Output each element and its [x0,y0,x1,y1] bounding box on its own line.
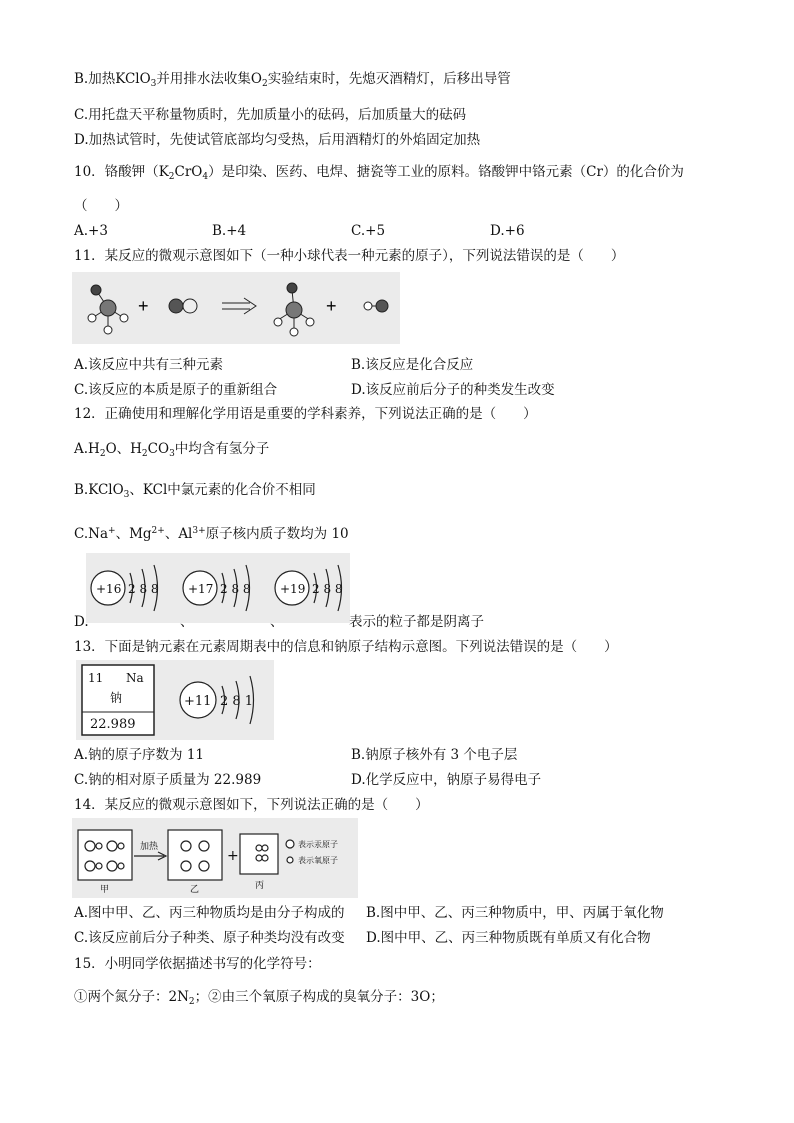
q12-option-d-sep-2: 、 [270,614,284,630]
q13-element-symbol: Na [126,671,144,685]
q12-option-b: B.KClO$_3$、KCl中氯元素的化合价不相同 [74,482,316,500]
q10-option-d: D.+6 [490,223,525,239]
q13-option-a: A.钠的原子序数为 11 [74,747,205,763]
q13-option-b: B.钠原子核外有 3 个电子层 [351,747,518,763]
q12-ion-diagrams [86,553,350,623]
q12-option-d-sep-1: 、 [180,614,194,630]
q10-stem: 10．铬酸钾$(K_2CrO_4)$是印染、医药、电焊、搪瓷等工业的原料。铬酸钾中铬元素（Cr）的化合价为 [74,164,684,182]
q14-stem: 14．某反应的微观示意图如下，下列说法正确的是（ ） [74,797,429,813]
q13-option-c: C.钠的相对原子质量为 22.989 [74,772,262,788]
q14-plus: + [227,848,239,864]
q9-option-b: B.加热KClO$_3$并用排水法收集$O_2$实验结束时，先熄灭酒精灯，后移出导管 [74,71,511,89]
q14-option-d: D.图中甲、乙、丙三种物质既有单质又有化合物 [366,930,651,946]
q10-option-c: C.+5 [351,223,386,239]
q12-atom-3-nucleus: +19 [280,582,306,596]
q12-atom-3-shells: 2 8 8 [312,582,343,596]
q9-option-d: D.加热试管时，先使试管底部均匀受热，后用酒精灯的外焰固定加热 [74,132,481,148]
q14-legend-oxygen: 表示氧原子 [298,856,338,865]
q13-nucleus: +11 [184,694,212,709]
q12-option-d-label: D. [74,614,89,630]
q15-stem: 15．小明同学依据描述书写的化学符号： [74,956,321,972]
q12-option-a: $A.H_2O$、$H_2CO_3$中均含有氢分子 [74,441,270,459]
q14-option-c: C.该反应前后分子种类、原子种类均没有改变 [74,930,345,946]
q11-option-c: C.该反应的本质是原子的重新组合 [74,382,278,398]
q11-plus-2: + [326,296,337,316]
q11-stem: 11．某反应的微观示意图如下（一种小球代表一种元素的原子），下列说法错误的是（ ） [74,248,625,264]
q15-line-1: ①两个氮分子：$2N_2$；②由三个氧原子构成的臭氧分子：3O； [74,989,444,1007]
q11-reaction-diagram [72,272,400,344]
q13-atomic-number: 11 [88,671,104,685]
q13-element-name: 钠 [110,691,123,705]
q13-shells: 2 8 1 [220,694,254,709]
q13-atomic-mass: 22.989 [90,717,136,732]
q11-option-b: B.该反应是化合反应 [351,357,474,373]
q14-reaction-diagram [72,818,358,898]
q11-plus-1: + [138,296,149,316]
q10-option-a: A.+3 [74,223,108,239]
q12-atom-2-shells: 2 8 8 [220,582,251,596]
q13-sodium-figure [76,660,274,740]
q10-answer-paren: （ ） [74,198,128,214]
q13-option-d: D.化学反应中，钠原子易得电子 [351,772,542,788]
q14-label-jia: 甲 [100,885,110,895]
q12-option-c: C.Na+、$Mg^{2+}$、$Al^{3+}$原子核内质子数均为 10 [74,526,349,542]
q10-option-b: B.+4 [212,223,247,239]
q11-option-d: D.该反应前后分子的种类发生改变 [351,382,555,398]
q11-option-a: A.该反应中共有三种元素 [74,357,224,373]
q12-option-d-text: 表示的粒子都是阴离子 [349,614,484,630]
q13-stem: 13．下面是钠元素在元素周期表中的信息和钠原子结构示意图。下列说法错误的是（ ） [74,639,618,655]
q9-option-c: C.用托盘天平称量物质时，先加质量小的砝码，后加质量大的砝码 [74,107,467,123]
q14-option-a: A.图中甲、乙、丙三种物质均是由分子构成的 [74,905,345,921]
q12-stem: 12．正确使用和理解化学用语是重要的学科素养，下列说法正确的是（ ） [74,406,537,422]
q14-legend-mercury: 表示汞原子 [298,840,338,849]
q14-label-yi: 乙 [190,885,200,895]
q12-atom-2-nucleus: +17 [188,582,214,596]
q14-heat-label: 加热 [140,842,159,852]
q14-label-bing: 丙 [255,881,265,891]
q14-option-b: B.图中甲、乙、丙三种物质中，甲、丙属于氧化物 [366,905,664,921]
q12-atom-1-shells: 2 8 8 [128,582,159,596]
q12-atom-1-nucleus: +16 [96,582,122,596]
